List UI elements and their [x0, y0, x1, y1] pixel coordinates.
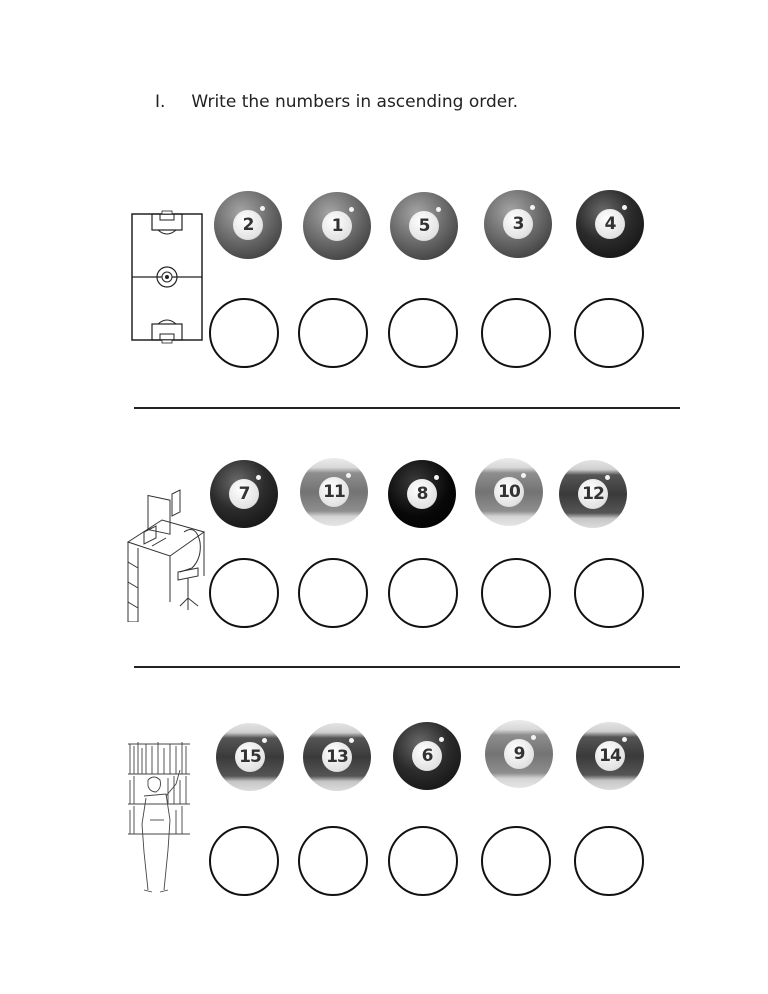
number-ball — [303, 723, 371, 791]
number-ball — [300, 458, 368, 526]
ball-highlight — [346, 473, 351, 478]
ball-highlight — [531, 735, 536, 740]
answer-circle[interactable] — [481, 558, 551, 628]
exercise-2 — [0, 456, 768, 636]
answer-circle[interactable] — [209, 558, 279, 628]
ball-highlight — [436, 207, 441, 212]
answer-circle[interactable] — [298, 298, 368, 368]
ball-number: 1 — [322, 211, 352, 241]
answer-circle[interactable] — [388, 826, 458, 896]
instruction-number: I. — [155, 92, 166, 112]
number-ball — [388, 460, 456, 528]
ball-highlight — [622, 737, 627, 742]
ball-number: 15 — [235, 742, 265, 772]
ball-number: 7 — [229, 479, 259, 509]
ball-number: 2 — [233, 210, 263, 240]
desk-and-chair-illustration — [122, 472, 212, 622]
instruction-text: Write the numbers in ascending order. — [191, 92, 519, 112]
ball-highlight — [349, 207, 354, 212]
number-ball — [216, 723, 284, 791]
ball-number: 3 — [503, 209, 533, 239]
number-ball — [214, 191, 282, 259]
number-ball — [393, 722, 461, 790]
number-ball — [475, 458, 543, 526]
ball-highlight — [260, 206, 265, 211]
ball-number: 8 — [407, 479, 437, 509]
answer-circle[interactable] — [388, 558, 458, 628]
ball-number: 5 — [409, 211, 439, 241]
number-ball — [576, 190, 644, 258]
ball-highlight — [605, 475, 610, 480]
number-ball — [485, 720, 553, 788]
number-ball — [559, 460, 627, 528]
ball-number: 4 — [595, 209, 625, 239]
section-divider — [134, 407, 680, 409]
answer-circle[interactable] — [298, 558, 368, 628]
exercise-1 — [0, 186, 768, 376]
answer-circle[interactable] — [481, 826, 551, 896]
ball-number: 11 — [319, 477, 349, 507]
answer-circle[interactable] — [209, 826, 279, 896]
ball-highlight — [262, 738, 267, 743]
section-divider — [134, 666, 680, 668]
ball-highlight — [349, 738, 354, 743]
answer-circle[interactable] — [209, 298, 279, 368]
answer-circle[interactable] — [388, 298, 458, 368]
number-ball — [576, 722, 644, 790]
ball-highlight — [521, 473, 526, 478]
exercise-3 — [0, 716, 768, 906]
answer-circle[interactable] — [574, 298, 644, 368]
answer-circle[interactable] — [481, 298, 551, 368]
number-ball — [303, 192, 371, 260]
number-ball — [390, 192, 458, 260]
soccer-field-illustration — [128, 210, 206, 344]
ball-number: 6 — [412, 741, 442, 771]
number-ball — [484, 190, 552, 258]
answer-circle[interactable] — [298, 826, 368, 896]
ball-highlight — [622, 205, 627, 210]
ball-number: 9 — [504, 739, 534, 769]
ball-number: 10 — [494, 477, 524, 507]
number-ball — [210, 460, 278, 528]
ball-highlight — [434, 475, 439, 480]
ball-number: 12 — [578, 479, 608, 509]
ball-highlight — [530, 205, 535, 210]
ball-highlight — [439, 737, 444, 742]
ball-number: 13 — [322, 742, 352, 772]
answer-circle[interactable] — [574, 826, 644, 896]
instruction — [155, 92, 518, 112]
person-at-bookshelf-illustration — [124, 740, 194, 896]
answer-circle[interactable] — [574, 558, 644, 628]
ball-highlight — [256, 475, 261, 480]
ball-number: 14 — [595, 741, 625, 771]
